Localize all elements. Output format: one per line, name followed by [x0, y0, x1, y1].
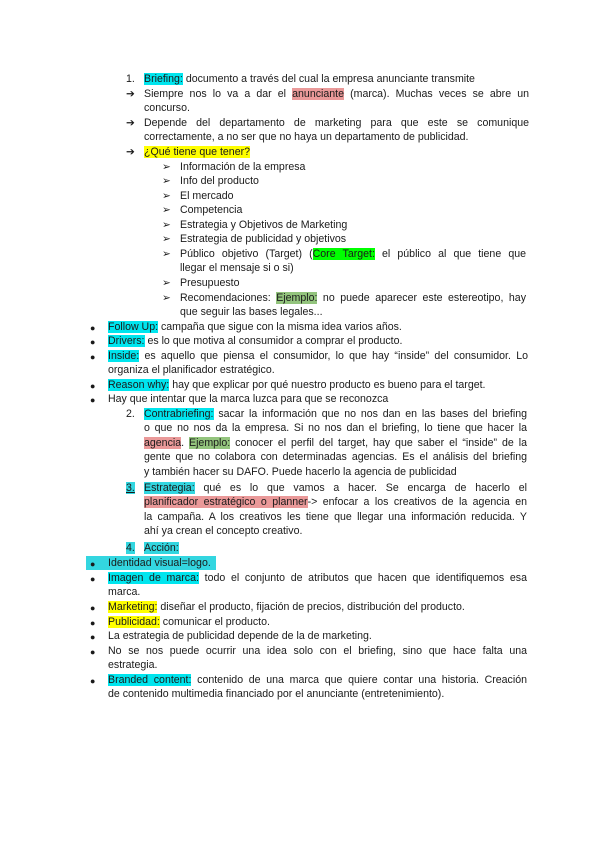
estrategia-publicidad-line: La estrategia de publicidad depende de la de marketing. — [108, 630, 372, 642]
list-number: 2. — [126, 408, 135, 420]
anunciante-line: Siempre nos lo va a dar el anunciante (marca). Muchas veces se abre un — [144, 88, 529, 100]
sub-item: Competencia — [180, 204, 243, 216]
contrabriefing-line: Contrabriefing: sacar la información que no nos dan en las bases del briefing — [144, 408, 527, 420]
depende-line: Depende del departamento de marketing para que este se comunique — [144, 117, 529, 129]
inside-line-2: organiza el planificador estratégico. — [108, 364, 275, 376]
arrow-icon: ➔ — [126, 146, 135, 158]
estrategia-line: Estrategia: qué es lo que vamos a hacer. Se encarga de hacerlo el — [144, 482, 527, 494]
list-number: 4. — [126, 542, 135, 554]
drivers-line: Drivers: es lo que motiva al consumidor a comprar el producto. — [108, 335, 403, 347]
sub-item: Información de la empresa — [180, 161, 306, 173]
arrow-icon: ➔ — [126, 88, 135, 100]
reason-why-term: Reason why: — [108, 379, 170, 391]
bullet-icon: ● — [90, 323, 96, 333]
list-number: 3. — [126, 482, 135, 494]
que-tiene-line — [144, 145, 250, 159]
estrategia-line-3: la campaña. A los creativos les tiene que llegar una información reducida. Y — [144, 511, 527, 523]
recomendaciones-line: Recomendaciones: Ejemplo: no puede aparecer este estereotipo, hay — [180, 292, 526, 304]
list-number: 1. — [126, 73, 135, 85]
arrow-icon: ➔ — [126, 117, 135, 129]
ejemplo-highlight: Ejemplo: — [189, 437, 231, 449]
sub-item: Estrategia y Objetivos de Marketing — [180, 219, 348, 231]
target-line: Público objetivo (Target) (Core Target: el público al que tiene que — [180, 248, 526, 260]
inside-term: Inside: — [108, 350, 140, 362]
no-se-nos-line-2: estrategia. — [108, 659, 158, 671]
imagen-line-2: marca. — [108, 586, 141, 598]
bullet-icon: ● — [90, 603, 96, 613]
bullet-icon: ● — [90, 559, 96, 569]
estrategia-line-2: planificador estratégico o planner-> enfocar a los creativos de la agencia en — [144, 496, 528, 508]
bullet-icon: ● — [90, 676, 96, 686]
bullet-icon: ● — [90, 632, 96, 642]
marketing-line: Marketing: diseñar el producto, fijación de precios, distribución del producto. — [108, 601, 465, 613]
bullet-icon: ● — [90, 395, 96, 405]
imagen-line: Imagen de marca: todo el conjunto de atributos que hacen que identifiquemos esa — [108, 572, 527, 584]
bullet-icon: ● — [90, 574, 96, 584]
target-line-2: llegar el mensaje si o si) — [180, 262, 294, 274]
inside-line: Inside: es aquello que piensa el consumidor, lo que hay “inside” del consumidor. Lo — [108, 350, 528, 362]
core-target-highlight: Core Target: — [312, 248, 375, 260]
bullet-icon: ● — [90, 647, 96, 657]
followup-line: Follow Up: campaña que sigue con la misma idea varios años. — [108, 321, 402, 333]
briefing-definition: documento a través del cual la empresa anunciante transmite — [182, 73, 475, 85]
publicidad-line: Publicidad: comunicar el producto. — [108, 616, 270, 628]
anunciante-highlight: anunciante — [292, 88, 344, 100]
identidad-line: Identidad visual=logo. — [108, 557, 211, 569]
drivers-term: Drivers: — [108, 335, 145, 347]
briefing-term: Briefing: — [144, 73, 183, 85]
planner-highlight: planificador estratégico o planner — [144, 496, 308, 508]
contrabriefing-term: Contrabriefing: — [144, 408, 214, 420]
estrategia-term: Estrategia: — [144, 482, 195, 494]
bullet-icon: ● — [90, 352, 96, 362]
contrabriefing-line-4: gente que no colabora con determinadas agencias. Es el análisis del briefing — [144, 451, 527, 463]
sub-arrow-icon: ➢ — [162, 292, 171, 304]
accion-term: Acción: — [144, 542, 179, 554]
estrategia-line-4: ahí ya crean el concepto creativo. — [144, 525, 303, 537]
briefing-line — [144, 72, 475, 86]
sub-arrow-icon: ➢ — [162, 204, 171, 216]
marketing-term: Marketing: — [108, 601, 158, 613]
intentar-line: Hay que intentar que la marca luzca para que se reconozca — [108, 393, 389, 405]
bullet-icon: ● — [90, 337, 96, 347]
sub-arrow-icon: ➢ — [162, 233, 171, 245]
no-se-nos-line: No se nos puede ocurrir una idea solo con el briefing, sino que hace falta una — [108, 645, 527, 657]
sub-item: Info del producto — [180, 175, 259, 187]
sub-arrow-icon: ➢ — [162, 219, 171, 231]
bullet-icon: ● — [90, 381, 96, 391]
ejemplo-highlight: Ejemplo: — [276, 292, 318, 304]
sub-item: Estrategia de publicidad y objetivos — [180, 233, 347, 245]
recomendaciones-line-2: que seguir las bases legales... — [180, 306, 323, 318]
sub-arrow-icon: ➢ — [162, 161, 171, 173]
bullet-icon: ● — [90, 618, 96, 628]
branded-line: Branded content: contenido de una marca que quiere contar una historia. Creación — [108, 674, 527, 686]
depende-line-2: correctamente, a no ser que no haya un departamento de publicidad. — [144, 131, 469, 143]
contrabriefing-line-5: y también hacer su DAFO. Puede hacerlo la agencia de publicidad — [144, 466, 457, 478]
publicidad-term: Publicidad: — [108, 616, 160, 628]
followup-term: Follow Up: — [108, 321, 159, 333]
anunciante-line-2: concurso. — [144, 102, 190, 114]
sub-arrow-icon: ➢ — [162, 248, 171, 260]
accion-line — [144, 541, 179, 555]
branded-line-2: de contenido multimedia financiado por el anunciante (entretenimiento). — [108, 688, 445, 700]
sub-item: Presupuesto — [180, 277, 240, 289]
que-tiene-highlight: ¿Qué tiene que tener? — [144, 146, 251, 158]
sub-arrow-icon: ➢ — [162, 190, 171, 202]
contrabriefing-line-2: o que no nos da la empresa. Si no nos dan el briefing, lo tiene que hacer la — [144, 422, 527, 434]
sub-arrow-icon: ➢ — [162, 175, 171, 187]
sub-item: El mercado — [180, 190, 234, 202]
branded-term: Branded content: — [108, 674, 192, 686]
reason-why-line: Reason why: hay que explicar por qué nuestro producto es bueno para el target. — [108, 379, 486, 391]
agencia-highlight: agencia — [144, 437, 182, 449]
contrabriefing-line-3: agencia. Ejemplo: conocer el perfil del target, hay que saber el “inside” de la — [144, 437, 527, 449]
imagen-term: Imagen de marca: — [108, 572, 199, 584]
sub-arrow-icon: ➢ — [162, 277, 171, 289]
